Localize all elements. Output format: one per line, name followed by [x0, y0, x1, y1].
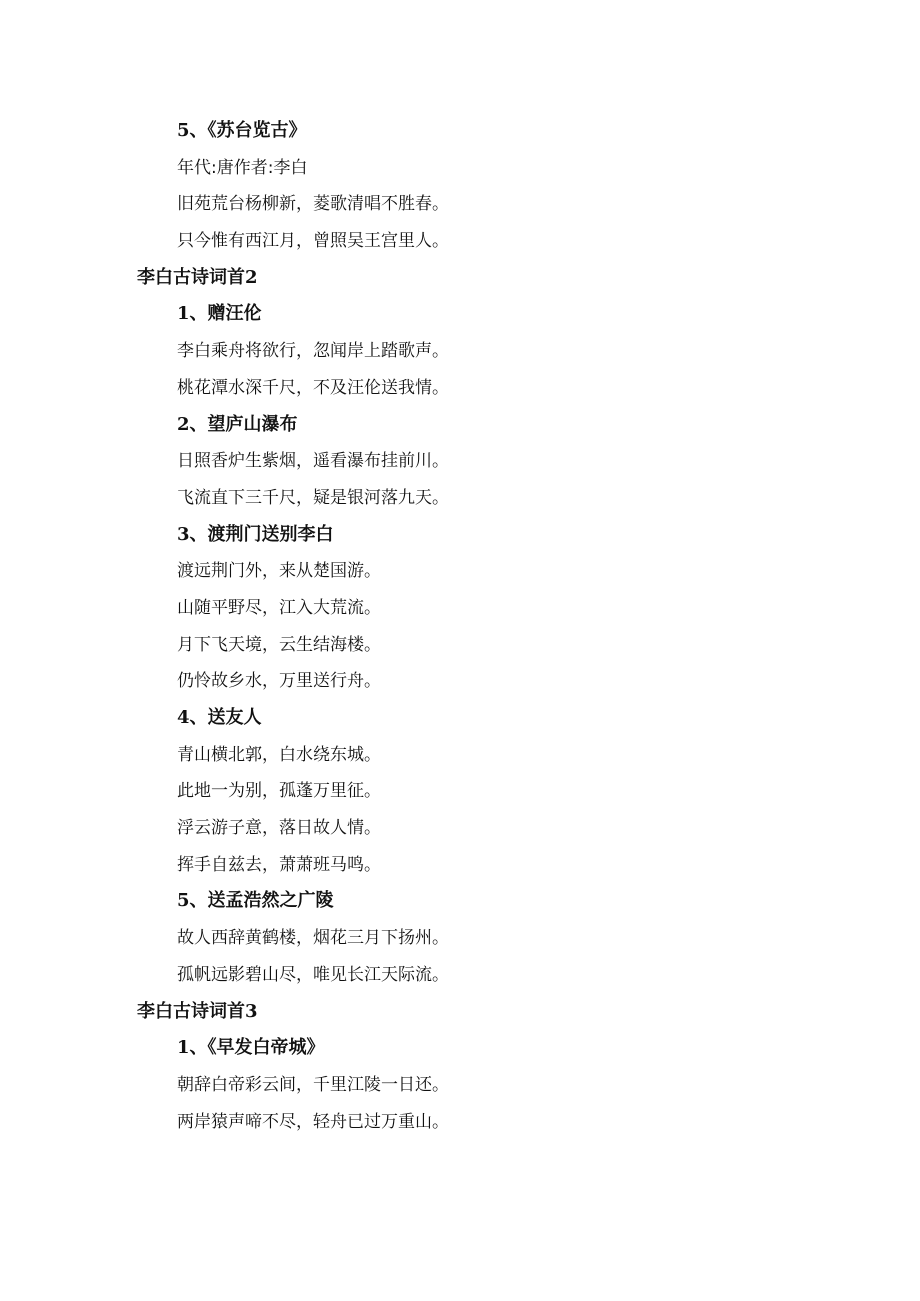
poem-line: 此地一为别，孤蓬万里征。 [177, 781, 381, 802]
poem-line: 山随平野尽，江入大荒流。 [177, 597, 381, 618]
poem-line: 李白乘舟将欲行，忽闻岸上踏歌声。 [177, 341, 449, 362]
poem-line: 飞流直下三千尺，疑是银河落九天。 [177, 487, 449, 508]
poem-line: 挥手自兹去，萧萧班马鸣。 [177, 854, 381, 875]
poem-title: 2、望庐山瀑布 [177, 413, 298, 435]
poem-line: 只今惟有西江月，曾照吴王宫里人。 [177, 231, 449, 252]
poem-line: 浮云游子意，落日故人情。 [177, 818, 381, 839]
poem-line: 渡远荆门外，来从楚国游。 [177, 561, 381, 582]
poem-meta: 年代:唐作者:李白 [177, 157, 308, 178]
section-heading: 李白古诗词首3 [137, 1000, 258, 1022]
poem-line: 两岸猿声啼不尽，轻舟已过万重山。 [177, 1111, 449, 1132]
poem-line: 孤帆远影碧山尽，唯见长江天际流。 [177, 964, 449, 985]
poem-title: 1、《早发白帝城》 [177, 1037, 325, 1059]
poem-title: 1、赠汪伦 [177, 303, 262, 325]
poem-line: 青山横北郭，白水绕东城。 [177, 744, 381, 765]
section-heading: 李白古诗词首2 [137, 266, 258, 288]
poem-title: 3、渡荆门送别李白 [177, 523, 334, 545]
poem-title: 5、《苏台览古》 [177, 120, 307, 141]
document-page [0, 113, 920, 1140]
poem-line: 旧苑荒台杨柳新，菱歌清唱不胜春。 [177, 194, 449, 215]
poem-line: 月下飞天境，云生结海楼。 [177, 634, 381, 655]
poem-line: 仍怜故乡水，万里送行舟。 [177, 671, 381, 692]
poem-title: 5、送孟浩然之广陵 [177, 890, 334, 912]
poem-line: 故人西辞黄鹤楼，烟花三月下扬州。 [177, 928, 449, 949]
poem-line: 日照香炉生紫烟，遥看瀑布挂前川。 [177, 451, 449, 472]
poem-line: 桃花潭水深千尺，不及汪伦送我情。 [177, 377, 449, 398]
poem-title: 4、送友人 [177, 707, 262, 728]
poem-line: 朝辞白帝彩云间，千里江陵一日还。 [177, 1074, 449, 1095]
